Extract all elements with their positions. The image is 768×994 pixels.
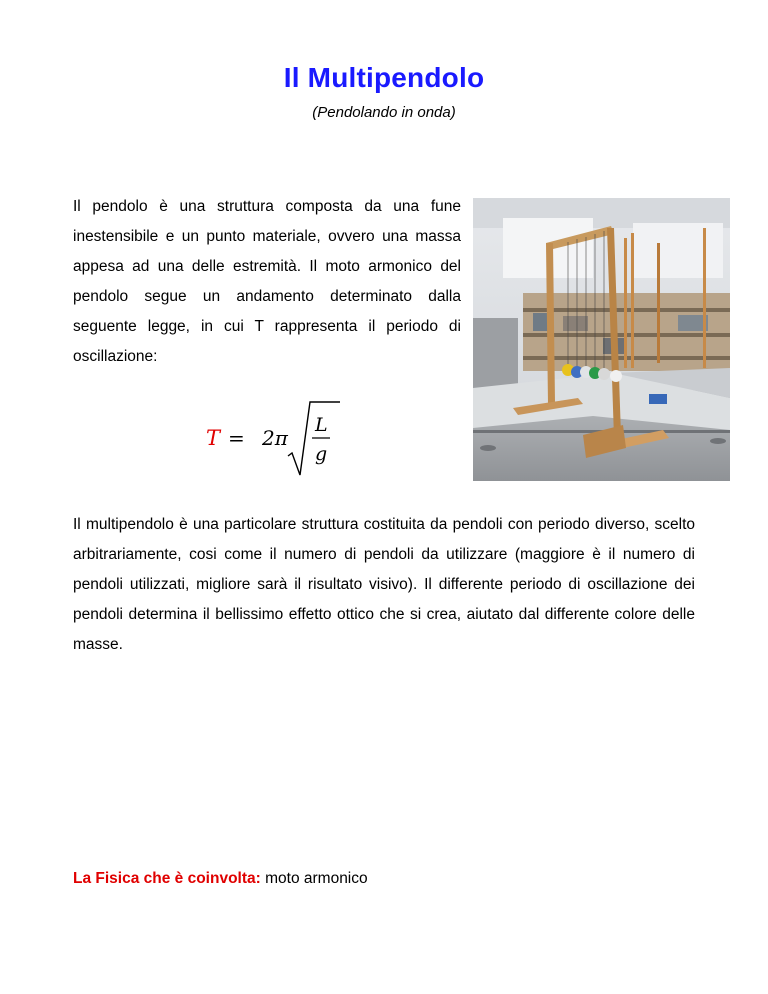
physics-line	[73, 870, 368, 888]
physics-value: moto armonico	[265, 870, 368, 887]
intro-paragraph: Il pendolo è una struttura composta da una fune inestensibile e un punto materiale, ovvero una massa appesa ad una delle estremità. Il moto armonico del pendolo segue un andamento determinato dalla seguente legge, in cui T rappresenta il periodo di oscillazione:	[73, 198, 461, 365]
period-formula	[204, 398, 344, 478]
formula-numerator: L	[315, 414, 328, 436]
physics-label: La Fisica che è coinvolta:	[73, 870, 261, 887]
formula-coefficient: 2π	[262, 426, 288, 450]
multipendulum-paragraph: Il multipendolo è una particolare struttura costituita da pendoli con periodo diverso, scelto arbitrariamente, cosi come il numero di pendoli da utilizzare (maggiore è il numero di pendoli utilizzati, migliore sarà il risultato visivo). Il differente periodo di oscillazione dei pendoli determina il bellissimo effetto ottico che si crea, aiutato dal differente colore delle masse.	[73, 516, 695, 653]
formula-lhs: T	[206, 426, 221, 450]
page-subtitle: (Pendolando in onda)	[312, 104, 456, 121]
multipendulum-photo	[473, 198, 730, 481]
formula-equals: =	[228, 426, 245, 450]
page-title: Il Multipendolo	[283, 62, 485, 93]
formula-denominator: g	[315, 443, 328, 465]
